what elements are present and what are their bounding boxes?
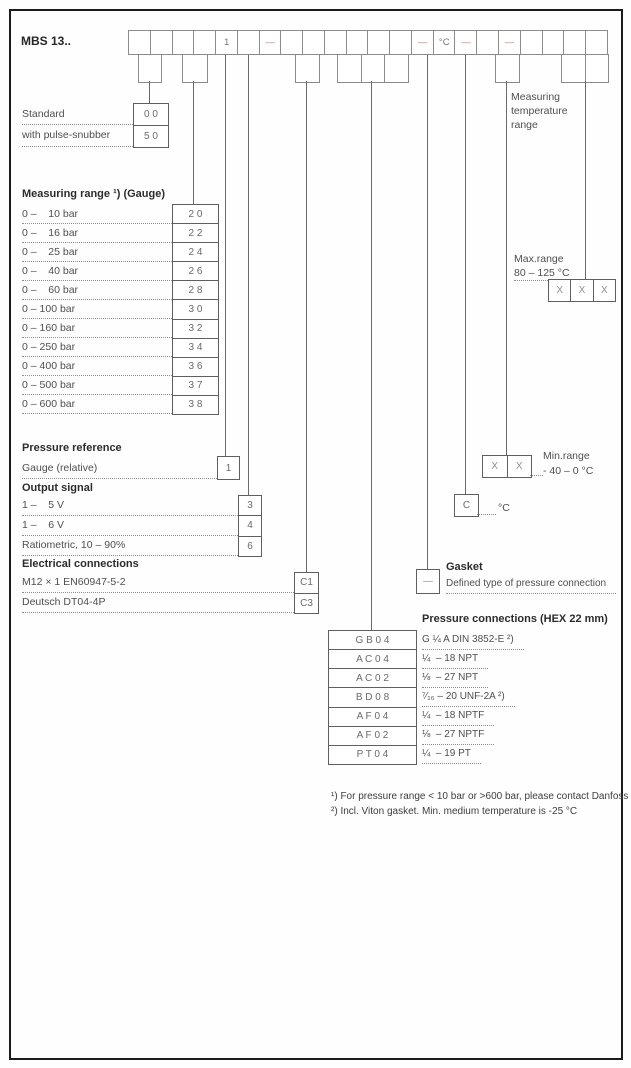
output-signal-title: Output signal	[22, 482, 93, 494]
output-signal-code: 6	[239, 536, 261, 556]
electrical-code: C3	[295, 593, 318, 614]
range-code: 3 8	[173, 395, 218, 414]
code-cell	[563, 30, 586, 55]
version-code-box	[133, 103, 169, 148]
range-code: 3 7	[173, 376, 218, 395]
code-cell-celsius: °C	[433, 30, 456, 55]
temperature-unit-label: °C	[498, 502, 510, 514]
electrical-connections-title: Electrical connections	[22, 558, 139, 570]
code-cell	[128, 30, 151, 55]
pressure-connections-code-box	[328, 630, 417, 765]
range-label: 0 – 10 bar	[22, 204, 172, 224]
max-range-digit: X	[570, 280, 592, 301]
code-cell	[520, 30, 543, 55]
code-cell	[324, 30, 347, 55]
pressure-connection-desc: G ¼ A DIN 3852-E ²)	[422, 630, 524, 650]
code-cell	[585, 30, 608, 55]
output-signal-label: 1 – 5 V	[22, 495, 238, 516]
line-to-version	[149, 81, 150, 103]
code-cell	[346, 30, 369, 55]
pressure-connection-code: B D 0 8	[329, 687, 416, 706]
pressure-connection-code: A F 0 2	[329, 726, 416, 745]
code-cell	[302, 30, 325, 55]
code-cell	[280, 30, 303, 55]
version-label-pulse-snubber: with pulse-snubber	[22, 124, 133, 147]
temperature-unit-code-box	[454, 494, 479, 517]
min-range-dotted-leader	[530, 464, 543, 476]
electrical-label: M12 × 1 EN60947-5-2	[22, 572, 294, 593]
max-range-label-line2: 80 – 125 °C	[514, 267, 570, 279]
gasket-code: —	[417, 570, 439, 593]
measuring-range-title: Measuring range ¹) (Gauge)	[22, 188, 166, 200]
range-code: 3 6	[173, 357, 218, 376]
footnote-1: ¹) For pressure range < 10 bar or >600 bar, please contact Danfoss	[331, 791, 629, 802]
pressure-reference-label: Gauge (relative)	[22, 458, 217, 479]
gasket-code-box	[416, 569, 440, 594]
line-to-min-range	[506, 81, 507, 455]
gasket-description: Defined type of pressure connection	[446, 574, 616, 594]
output-signal-label: Ratiometric, 10 – 90%	[22, 535, 238, 556]
max-range-digit: X	[593, 280, 615, 301]
code-cell	[150, 30, 173, 55]
code-cell-separator: —	[411, 30, 434, 55]
version-code-standard: 0 0	[134, 104, 168, 125]
pressure-connection-code: G B 0 4	[329, 631, 416, 649]
range-label: 0 – 600 bar	[22, 394, 172, 414]
pressure-reference-title: Pressure reference	[22, 442, 122, 454]
line-to-measuring-range	[193, 81, 194, 204]
type-code-row	[128, 30, 608, 55]
pressure-connection-code: A C 0 2	[329, 668, 416, 687]
measuring-range-code-box	[172, 204, 219, 415]
version-label-standard: Standard	[22, 103, 133, 125]
code-cell	[172, 30, 195, 55]
pressure-connections-title: Pressure connections (HEX 22 mm)	[422, 613, 608, 625]
product-title: MBS 13..	[21, 34, 72, 48]
range-code: 3 4	[173, 338, 218, 357]
code-cell	[389, 30, 412, 55]
max-range-label-line1: Max.range	[514, 253, 564, 265]
code-cell-separator: —	[454, 30, 477, 55]
line-to-output-signal	[248, 55, 249, 495]
electrical-code: C1	[295, 573, 318, 593]
max-range-code-box	[548, 279, 616, 302]
gasket-title: Gasket	[446, 561, 483, 573]
connector-tab-pressure-connection	[337, 54, 409, 83]
min-range-code-box	[482, 455, 532, 478]
connector-tab-version	[138, 54, 162, 83]
min-range-digit: X	[507, 456, 532, 477]
range-label: 0 – 400 bar	[22, 356, 172, 376]
connector-subcell	[338, 55, 361, 82]
range-label: 0 – 40 bar	[22, 261, 172, 281]
code-cell	[476, 30, 499, 55]
connector-tab-min-range	[495, 54, 520, 83]
range-label: 0 – 250 bar	[22, 337, 172, 357]
code-cell-separator: —	[498, 30, 521, 55]
temperature-unit-code: C	[455, 495, 478, 516]
code-cell	[193, 30, 216, 55]
footnote-2: ²) Incl. Viton gasket. Min. medium temperature is -25 °C	[331, 806, 578, 817]
pressure-connection-desc: ⅛ – 27 NPTF	[422, 725, 494, 745]
code-cell-separator: —	[259, 30, 282, 55]
line-to-unit-code	[465, 55, 466, 494]
code-cell	[237, 30, 260, 55]
range-code: 2 6	[173, 261, 218, 280]
pressure-connection-desc: ¼ – 19 PT	[422, 744, 481, 764]
line-to-pressure-connections	[371, 81, 372, 630]
line-to-max-range	[585, 81, 586, 279]
range-label: 0 – 60 bar	[22, 280, 172, 300]
range-code: 2 2	[173, 223, 218, 242]
min-range-digit: X	[483, 456, 507, 477]
connector-tab-electrical	[295, 54, 320, 83]
max-range-dotted-leader	[514, 269, 548, 281]
connector-subcell	[585, 55, 609, 82]
range-label: 0 – 16 bar	[22, 223, 172, 243]
connector-subcell	[384, 55, 408, 82]
range-label: 0 – 25 bar	[22, 242, 172, 262]
range-label: 0 – 100 bar	[22, 299, 172, 319]
pressure-connection-code: P T 0 4	[329, 745, 416, 764]
range-code: 2 4	[173, 242, 218, 261]
output-signal-code: 3	[239, 496, 261, 515]
line-to-pressure-reference	[225, 55, 226, 456]
pressure-connection-desc: ⁷⁄₁₆ – 20 UNF-2A ²)	[422, 687, 515, 707]
measuring-temperature-range-label: Measuring temperature range	[511, 91, 568, 131]
pressure-reference-code-box	[217, 456, 240, 480]
connector-tab-measuring-range	[182, 54, 208, 83]
unit-dotted-leader	[477, 503, 496, 515]
output-signal-code: 4	[239, 515, 261, 535]
range-code: 2 0	[173, 205, 218, 223]
range-code: 2 8	[173, 280, 218, 299]
pressure-reference-code: 1	[218, 457, 239, 479]
max-range-digit: X	[549, 280, 570, 301]
connector-subcell	[361, 55, 385, 82]
output-signal-label: 1 – 6 V	[22, 515, 238, 536]
range-code: 3 2	[173, 319, 218, 338]
connector-subcell	[562, 55, 585, 82]
min-range-label-line2: - 40 – 0 °C	[543, 465, 594, 477]
range-code: 3 0	[173, 299, 218, 318]
code-cell	[542, 30, 565, 55]
electrical-code-box	[294, 572, 319, 614]
electrical-label: Deutsch DT04-4P	[22, 592, 294, 613]
pressure-connection-code: A C 0 4	[329, 649, 416, 668]
line-to-gasket	[427, 55, 428, 569]
min-range-label-line1: Min.range	[543, 450, 590, 462]
pressure-connection-desc: ¼ – 18 NPTF	[422, 706, 494, 726]
version-code-pulse-snubber: 5 0	[134, 125, 168, 147]
range-label: 0 – 500 bar	[22, 375, 172, 395]
pressure-connection-desc: ⅛ – 27 NPT	[422, 668, 488, 688]
range-label: 0 – 160 bar	[22, 318, 172, 338]
output-signal-code-box	[238, 495, 262, 557]
connector-tab-max-range	[561, 54, 609, 83]
code-cell-pressure-reference: 1	[215, 30, 238, 55]
code-cell	[367, 30, 390, 55]
pressure-connection-desc: ¼ – 18 NPT	[422, 649, 488, 669]
pressure-connection-code: A F 0 4	[329, 707, 416, 726]
line-to-electrical	[306, 81, 307, 572]
